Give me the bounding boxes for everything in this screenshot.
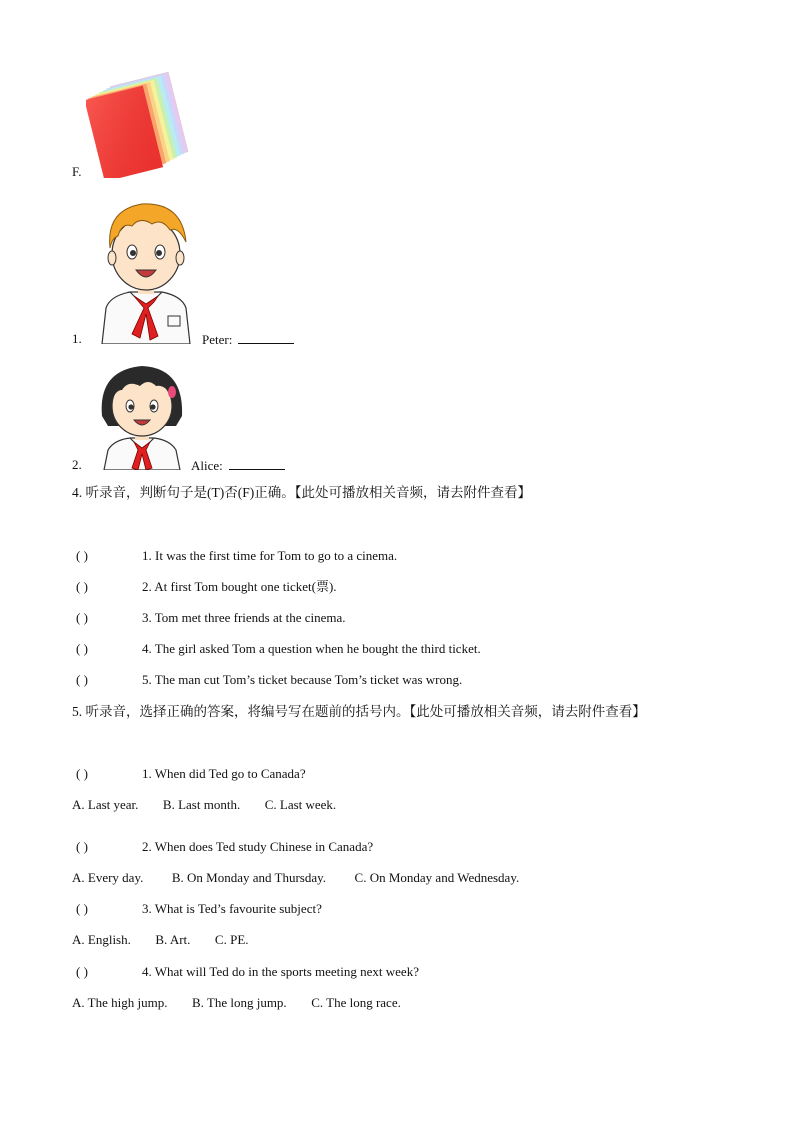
option-b: B. On Monday and Thursday. [171,870,327,885]
colored-paper-image [86,70,198,178]
q4-item [76,610,346,626]
option-b: B. The long jump. [191,995,287,1010]
option-b: B. Last month. [162,797,241,812]
option-b: B. Art. [155,932,191,947]
q4-item [76,548,397,564]
item-2-number: 2. [72,457,82,472]
q4-item [76,672,462,688]
option-a: A. Last year. [72,797,139,812]
q5-item [76,766,306,782]
q4-heading: 4. 听录音，判断句子是(T)否(F)正确。【此处可播放相关音频，请去附件查看】 [72,485,531,500]
boy-peter-image [96,196,196,344]
q4-item-text: 5. The man cut Tom’s ticket because Tom’s ticket was wrong. [142,672,463,687]
option-c: C. Last week. [264,797,337,812]
q5-options [72,870,519,886]
girl-alice-image [96,360,188,470]
q5-item-text: 1. When did Ted go to Canada? [142,766,306,781]
option-a: A. English. [72,932,131,947]
q5-answer-paren[interactable]: ( ) [76,964,88,979]
peter-name-label: Peter: [202,332,233,347]
q4-answer-paren[interactable]: ( ) [76,672,88,687]
q5-item [76,901,322,917]
option-c: C. The long race. [311,995,401,1010]
q4-answer-paren[interactable]: ( ) [76,610,88,625]
alice-answer-line [191,457,285,474]
q4-answer-paren[interactable]: ( ) [76,579,88,594]
q5-answer-paren[interactable]: ( ) [76,901,88,916]
q4-item [76,641,481,657]
alice-name-label: Alice: [191,458,223,473]
q5-item [76,839,373,855]
q4-item-text: 2. At first Tom bought one ticket(票). [142,579,337,594]
q5-item [76,964,419,980]
option-a: A. Every day. [72,870,144,885]
q5-item-text: 2. When does Ted study Chinese in Canada? [142,839,374,854]
alice-answer-blank[interactable] [229,457,285,470]
q5-options [72,995,401,1011]
q5-options [72,797,336,813]
q5-options [72,932,249,948]
q5-heading: 5. 听录音，选择正确的答案，将编号写在题前的括号内。【此处可播放相关音频，请去附件查看】 [72,704,646,719]
q5-item-text: 3. What is Ted’s favourite subject? [142,901,322,916]
q4-item [76,579,337,595]
q4-item-text: 1. It was the first time for Tom to go to a cinema. [142,548,398,563]
q5-answer-paren[interactable]: ( ) [76,839,88,854]
peter-answer-blank[interactable] [238,331,294,344]
item-f-label: F. [72,164,82,179]
q5-item-text: 4. What will Ted do in the sports meeting next week? [142,964,419,979]
q4-answer-paren[interactable]: ( ) [76,641,88,656]
q4-answer-paren[interactable]: ( ) [76,548,88,563]
option-c: C. On Monday and Wednesday. [354,870,520,885]
peter-answer-line [202,331,294,348]
q5-answer-paren[interactable]: ( ) [76,766,88,781]
q4-item-text: 4. The girl asked Tom a question when he bought the third ticket. [142,641,481,656]
q4-item-text: 3. Tom met three friends at the cinema. [142,610,346,625]
item-1-number: 1. [72,331,82,346]
option-a: A. The high jump. [72,995,168,1010]
option-c: C. PE. [214,932,249,947]
